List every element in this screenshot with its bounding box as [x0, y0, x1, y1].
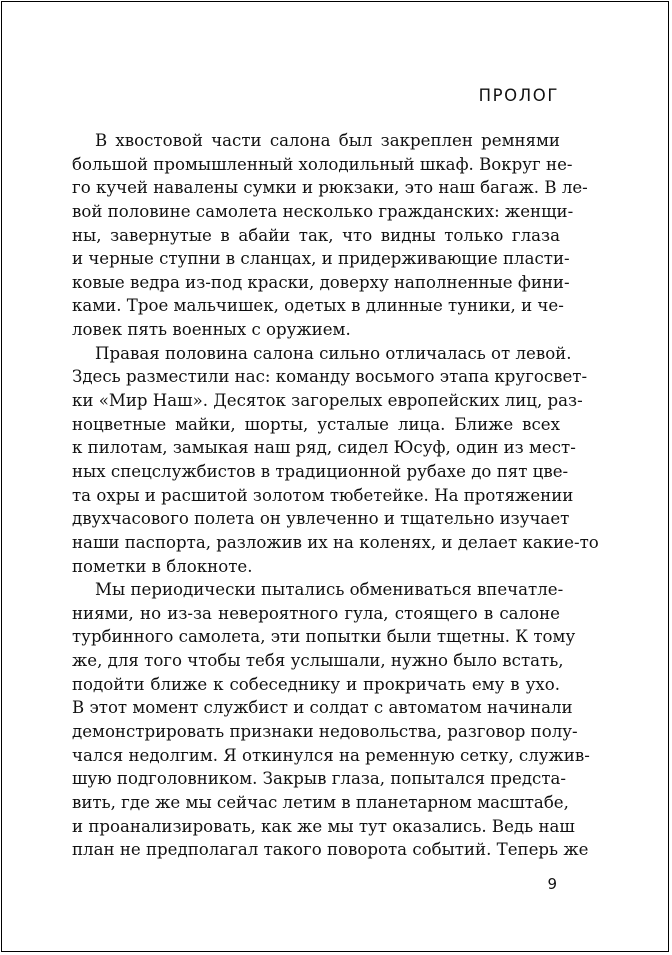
paragraph-1-line: ловек пять военных с оружием. — [72, 320, 351, 340]
paragraph-2-line: двухчасового полета он увлеченно и тщательно изучает — [72, 509, 570, 529]
paragraph-3-line: и проанализировать, как же мы тут оказались. Ведь наш — [72, 816, 575, 836]
paragraph-3-line: план не предполагал такого поворота событий. Теперь же — [72, 840, 589, 860]
paragraph-1-line: и черные ступни в сланцах, и придерживающие пласти- — [72, 249, 570, 269]
paragraph-2-line: ноцветные майки, шорты, усталые лица. Ближе всех — [72, 414, 560, 434]
paragraph-3-line: турбинного самолета, эти попытки были тщетны. К тому — [72, 627, 576, 647]
paragraph-3-line: В этот момент службист и солдат с автоматом начинали — [72, 698, 573, 718]
paragraph-1-line: вой половине самолета несколько гражданских: женщи- — [72, 201, 574, 221]
paragraph-3-line: шую подголовником. Закрыв глаза, попытался предста- — [72, 769, 567, 789]
paragraph-3-line: же, для того чтобы тебя услышали, нужно было встать, — [72, 651, 564, 671]
paragraph-1-line: большой промышленный холодильный шкаф. Вокруг не- — [72, 154, 573, 174]
paragraph-2-line: наши паспорта, разложив их на коленях, и делает какие-то — [72, 532, 599, 552]
paragraph-2-line: та охры и расшитой золотом тюбетейке. На протяжении — [72, 485, 574, 505]
paragraph-2-line: пометки в блокноте. — [72, 556, 253, 576]
paragraph-2-line: ки «Мир Наш». Десяток загорелых европейских лиц, раз- — [72, 391, 583, 411]
paragraph-3-line: Мы периодически пытались обмениваться впечатле- — [95, 580, 564, 600]
paragraph-1-line: В хвостовой части салона был закреплен ремнями — [95, 131, 560, 150]
paragraph-3-line: ниями, но из-за невероятного гула, стоящего в салоне — [72, 603, 560, 623]
paragraph-3-line: вить, где же мы сейчас летим в планетарном масштабе, — [72, 792, 569, 812]
paragraph-1-line: ковые ведра из-под краски, доверху наполненные фини- — [72, 272, 570, 292]
paragraph-1-line: ками. Трое мальчишек, одетых в длинные туники, и че- — [72, 296, 564, 316]
book-page — [1, 1, 669, 952]
paragraph-1-line: го кучей навалены сумки и рюкзаки, это наш багаж. В ле- — [72, 178, 588, 198]
running-head-title: ПРОЛОГ — [478, 86, 559, 105]
paragraph-3-line: демонстрировать признаки недовольства, разговор полу- — [72, 722, 578, 742]
paragraph-3-line: подойти ближе к собеседнику и прокричать ему в ухо. — [72, 674, 560, 694]
page-number: 9 — [547, 875, 557, 893]
page-body-text — [72, 129, 599, 862]
paragraph-2-line: к пилотам, замыкая наш ряд, сидел Юсуф, один из мест- — [72, 438, 576, 458]
paragraph-3-line: чался недолгим. Я откинулся на ременную сетку, служив- — [72, 745, 590, 765]
paragraph-2-line: Здесь разместили нас: команду восьмого этапа кругосвет- — [72, 367, 588, 387]
paragraph-2-line: ных спецслужбистов в традиционной рубахе до пят цве- — [72, 461, 569, 481]
paragraph-2-line: Правая половина салона сильно отличалась от левой. — [95, 343, 572, 363]
paragraph-1-line: ны, завернутые в абайи так, что видны только глаза — [72, 225, 560, 245]
